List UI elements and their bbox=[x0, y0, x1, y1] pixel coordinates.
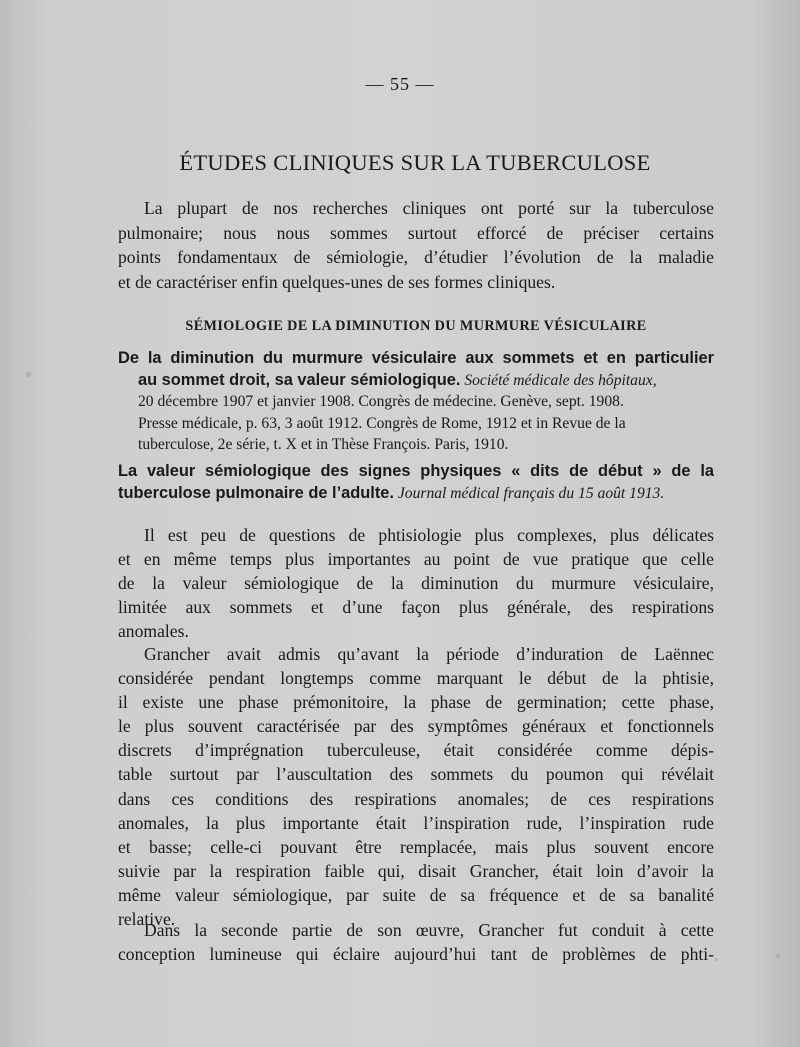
paper-speck bbox=[776, 954, 780, 958]
body-line: dans ces conditions des respirations anomales; de ces respirations bbox=[118, 788, 714, 809]
body-line: même valeur sémiologique, par suite de sa fréquence et de sa banalité bbox=[118, 884, 714, 905]
reference-line: tuberculose, 2e série, t. X et in Thèse François. Paris, 1910. bbox=[138, 436, 509, 453]
reference-line: Presse médicale, p. 63, 3 août 1912. Congrès de Rome, 1912 et in Revue de la bbox=[138, 414, 626, 432]
reference-entry bbox=[118, 348, 714, 456]
body-line: suivie par la respiration faible qui, disait Grancher, était loin d’avoir la bbox=[118, 860, 714, 881]
body-line: anomales. bbox=[118, 621, 189, 642]
reference-title-line: tuberculose pulmonaire de l’adulte. bbox=[118, 483, 394, 502]
reference-line bbox=[118, 483, 714, 505]
reference-line bbox=[118, 370, 714, 392]
body-line: considérée pendant longtemps comme marquant le début de la phtisie, bbox=[118, 668, 714, 689]
body-paragraph bbox=[118, 523, 714, 643]
body-line: et basse; celle-ci pouvant être remplacée, mais plus souvent encore bbox=[118, 836, 714, 857]
reference-source: Journal médical français du 15 août 1913. bbox=[393, 484, 665, 502]
body-line: il existe une phase prémonitoire, la phase de germination; cette phase, bbox=[118, 692, 714, 713]
body-line: limitée aux sommets et d’une façon plus générale, des respirations bbox=[118, 597, 714, 618]
body-line: Il est peu de questions de phtisiologie plus complexes, plus délicates bbox=[144, 525, 714, 545]
reference-entry bbox=[118, 461, 714, 504]
reference-title-line: au sommet droit, sa valeur sémiologique. bbox=[138, 370, 461, 389]
body-line: table surtout par l’auscultation des sommets du poumon qui révélait bbox=[118, 764, 714, 785]
reference-title-line: De la diminution du murmure vésiculaire aux sommets et en particulier bbox=[118, 349, 714, 367]
body-line: de la valeur sémiologique de la diminution du murmure vésiculaire, bbox=[118, 573, 714, 594]
reference-source: Société médicale des hôpitaux, bbox=[460, 371, 657, 389]
page-number: — 55 — bbox=[365, 74, 435, 94]
page-title: ÉTUDES CLINIQUES SUR LA TUBERCULOSE bbox=[179, 150, 651, 175]
intro-line: points fondamentaux de sémiologie, d’étudier l’évolution de la maladie bbox=[118, 247, 714, 267]
intro-paragraph bbox=[118, 196, 714, 294]
paper-speck bbox=[26, 372, 31, 377]
body-line: et en même temps plus importantes au point de vue pratique que celle bbox=[118, 549, 714, 570]
section-heading: SÉMIOLOGIE DE LA DIMINUTION DU MURMURE VÉSICULAIRE bbox=[185, 318, 647, 334]
reference-title-line: La valeur sémiologique des signes physiques « dits de début » de la bbox=[118, 462, 714, 480]
body-line: Grancher avait admis qu’avant la période d’induration de Laënnec bbox=[144, 644, 714, 664]
body-line: relative. bbox=[118, 909, 176, 930]
body-line: anomales, la plus importante était l’inspiration rude, l’inspiration rude bbox=[118, 812, 714, 833]
body-paragraph bbox=[118, 642, 714, 931]
intro-line: La plupart de nos recherches cliniques ont porté sur la tuberculose bbox=[144, 198, 714, 218]
body-line: Dans la seconde partie de son œuvre, Grancher fut conduit à cette bbox=[144, 920, 714, 940]
body-line: conception lumineuse qui éclaire aujourd’hui tant de problèmes de phti- bbox=[118, 944, 714, 965]
intro-line: et de caractériser enfin quelques-unes de ses formes cliniques. bbox=[118, 271, 556, 292]
paper-speck bbox=[715, 958, 718, 961]
intro-line: pulmonaire; nous nous sommes surtout efforcé de préciser certains bbox=[118, 222, 714, 243]
reference-line: 20 décembre 1907 et janvier 1908. Congrès de médecine. Genève, sept. 1908. bbox=[138, 393, 624, 410]
body-line: discrets d’imprégnation tuberculeuse, était considérée comme dépis- bbox=[118, 740, 714, 761]
body-paragraph bbox=[118, 918, 714, 966]
body-line: le plus souvent caractérisée par des symptômes généraux et fonctionnels bbox=[118, 716, 714, 737]
